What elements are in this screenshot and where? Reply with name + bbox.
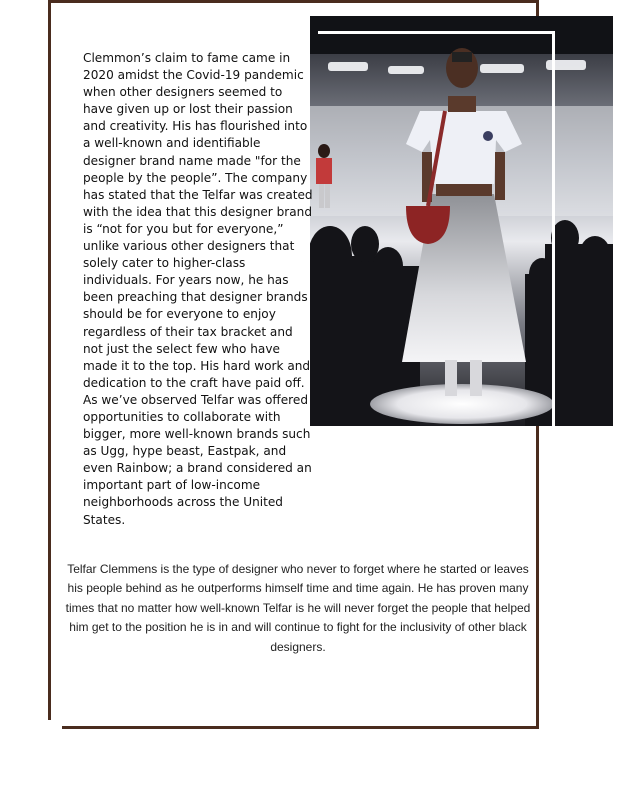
article-body-paragraph: Clemmon’s claim to fame came in 2020 amidst the Covid-19 pandemic when other designers seemed to have given up or lost their passion and creativity. His has flourished into a well-known and identifiable designer brand name made "for the people by the people”. The company has stated that the Telfar was created with the idea that this designer brand is “not for you but for everyone,” unlike various other designers that solely cater to higher-class individuals. For years now, he has been preaching that designer brands should be for everyone to enjoy regardless of their tax bracket and not just the select few who have made it to the top. His hard work and dedication to the craft have paid off. As we’ve observed Telfar was offered opportunities to collaborate with bigger, more well-known brands such as Ugg, hype beast, Eastpak, and even Rainbow; a brand considered an important part of low-income neighborhoods across the United States.	[83, 51, 313, 527]
runway-photo	[310, 16, 613, 426]
runway-photo-illustration	[310, 16, 613, 426]
article-closing-paragraph: Telfar Clemmens is the type of designer who never to forget where he started or leaves his people behind as he outperforms himself time and time again. He has proven many times that no matter how well-known Telfar is he will never forget the people that helped him get to the position he is in and will continue to fight for the inclusivity of other black designers.	[65, 562, 531, 654]
frame-corner-gap	[46, 720, 62, 732]
